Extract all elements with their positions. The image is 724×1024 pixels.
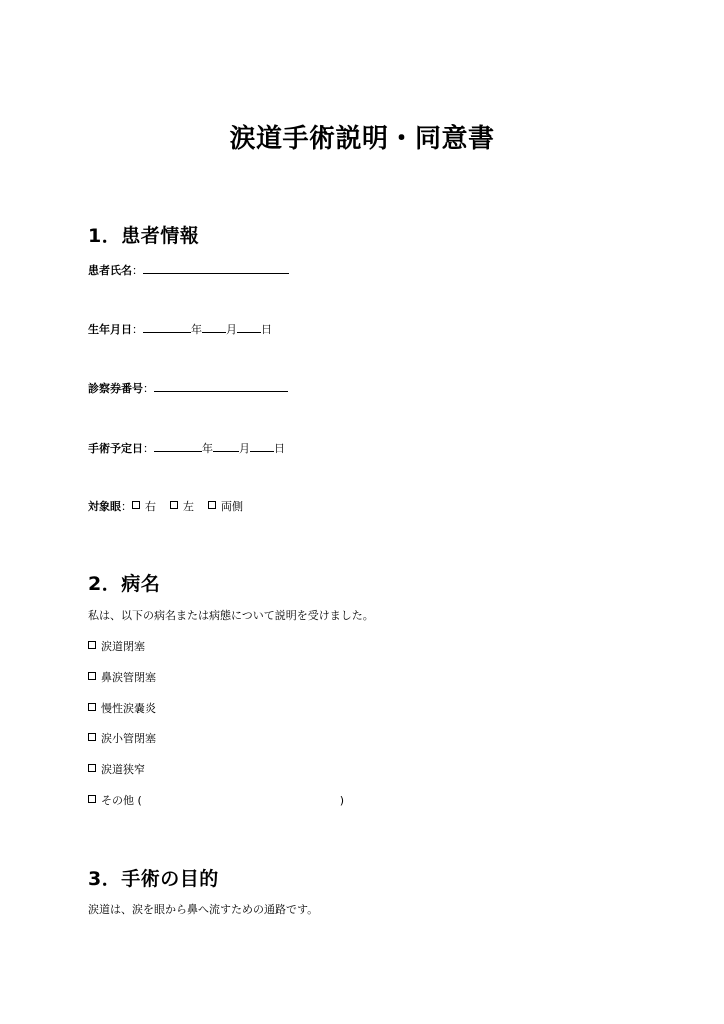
disease-option-3 [88, 701, 156, 717]
target-eye-label: 対象眼 [88, 500, 121, 513]
checkbox-disease-4[interactable] [88, 733, 96, 741]
month-unit: 月 [239, 442, 250, 455]
disease-option-label: 慢性涙嚢炎 [101, 702, 156, 715]
colon: ： [143, 442, 154, 455]
colon: ： [121, 500, 132, 513]
section3-heading: 3．手術の目的 [88, 868, 219, 890]
checkbox-right[interactable] [132, 501, 140, 509]
surgery-date-row [88, 439, 285, 457]
eye-option-left: 左 [183, 500, 194, 513]
birthdate-row [88, 320, 272, 338]
disease-option-2 [88, 670, 156, 686]
disease-option-label: 涙道狭窄 [101, 763, 145, 776]
disease-option-1 [88, 639, 145, 655]
disease-option-other [88, 793, 344, 809]
surgery-year-field[interactable] [154, 439, 202, 452]
checkbox-disease-1[interactable] [88, 641, 96, 649]
surgery-date-label: 手術予定日 [88, 442, 143, 455]
section1-heading: 1．患者情報 [88, 225, 200, 247]
other-label: その他 ( [101, 794, 142, 807]
birth-year-field[interactable] [143, 320, 191, 333]
section2-intro: 私は、以下の病名または病態について説明を受けました。 [88, 609, 374, 622]
colon: ： [132, 264, 143, 277]
checkbox-disease-other[interactable] [88, 795, 96, 803]
checkbox-disease-2[interactable] [88, 672, 96, 680]
card-number-field[interactable] [154, 379, 288, 392]
card-number-label: 診察券番号 [88, 382, 143, 395]
disease-option-5 [88, 762, 145, 778]
eye-option-both: 両側 [221, 500, 243, 513]
colon: ： [132, 323, 143, 336]
disease-option-label: 涙道閉塞 [101, 640, 145, 653]
surgery-day-field[interactable] [250, 439, 274, 452]
birth-day-field[interactable] [237, 320, 261, 333]
patient-name-field[interactable] [143, 261, 289, 274]
day-unit: 日 [274, 442, 285, 455]
day-unit: 日 [261, 323, 272, 336]
year-unit: 年 [202, 442, 213, 455]
colon: ： [143, 382, 154, 395]
month-unit: 月 [226, 323, 237, 336]
checkbox-disease-5[interactable] [88, 764, 96, 772]
surgery-month-field[interactable] [213, 439, 239, 452]
disease-option-label: 鼻涙管閉塞 [101, 671, 156, 684]
checkbox-both[interactable] [208, 501, 216, 509]
patient-name-row [88, 261, 289, 279]
birthdate-label: 生年月日 [88, 323, 132, 336]
eye-option-right: 右 [145, 500, 156, 513]
card-number-row [88, 379, 288, 397]
patient-name-label: 患者氏名 [88, 264, 132, 277]
disease-option-label: 涙小管閉塞 [101, 732, 156, 745]
section2-heading: 2．病名 [88, 573, 161, 595]
target-eye-row [88, 499, 243, 515]
document-title: 涙道手術説明・同意書 [229, 124, 495, 154]
disease-option-4 [88, 731, 156, 747]
checkbox-left[interactable] [170, 501, 178, 509]
year-unit: 年 [191, 323, 202, 336]
checkbox-disease-3[interactable] [88, 703, 96, 711]
other-close: ) [339, 794, 345, 807]
section3-text: 涙道は、涙を眼から鼻へ流すための通路です。 [88, 903, 319, 916]
birth-month-field[interactable] [202, 320, 226, 333]
